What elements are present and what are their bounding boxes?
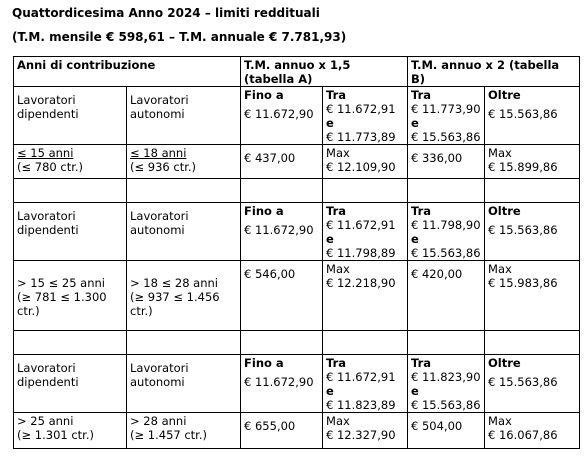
range-years: ≤ 18 anni [130, 146, 187, 160]
tra-label: Tra [411, 356, 432, 370]
max-label: Max [326, 414, 350, 428]
range-contributions: (≥ 937 ≤ 1.456 ctr.) [130, 290, 220, 318]
spacer-row [14, 331, 580, 355]
table-row [14, 203, 580, 261]
max-label: Max [326, 262, 350, 276]
selfemployed-years-range [127, 413, 241, 449]
tra-b-to: € 15.563,86 [411, 398, 481, 412]
max-label: Max [488, 262, 512, 276]
table-row [14, 87, 580, 145]
max-b-value: € 16.067,86 [488, 428, 558, 442]
max-b-cell [485, 413, 580, 449]
max-label: Max [326, 146, 350, 160]
fino-value: € 11.672,90 [244, 223, 314, 237]
oltre-label: Oltre [488, 88, 521, 102]
max-b-cell [485, 261, 580, 331]
spacer-row [14, 179, 580, 203]
document-title: Quattordicesima Anno 2024 – limiti reddituali [12, 6, 320, 20]
tra-label: Tra [411, 88, 432, 102]
e-label: e [411, 232, 419, 246]
e-label: e [411, 384, 419, 398]
tra-a-from: € 11.672,91 [326, 102, 396, 116]
label-self-employed: Lavoratori autonomi [127, 87, 241, 145]
max-a-value: € 12.327,90 [326, 428, 396, 442]
tra-label: Tra [326, 204, 347, 218]
tra-a-from: € 11.672,91 [326, 218, 396, 232]
max-a-cell [323, 145, 408, 179]
table-row [14, 261, 580, 331]
range-years: > 28 anni [130, 414, 187, 428]
amount-a: € 437,00 [241, 145, 323, 179]
range-contributions: (≤ 780 ctr.) [17, 160, 84, 174]
amount-a: € 546,00 [241, 261, 323, 331]
employee-years-range [14, 261, 127, 331]
document-subtitle: (T.M. mensile € 598,61 – T.M. annuale € 7.781,93) [12, 30, 347, 44]
fino-cell [241, 355, 323, 413]
max-label: Max [488, 146, 512, 160]
selfemployed-years-range [127, 261, 241, 331]
fino-value: € 11.672,90 [244, 375, 314, 389]
fino-cell [241, 87, 323, 145]
tra-b-cell [408, 203, 485, 261]
tra-a-cell [323, 355, 408, 413]
tra-b-from: € 11.798,90 [411, 218, 481, 232]
range-years: > 18 ≤ 28 anni [130, 276, 218, 290]
max-label: Max [488, 414, 512, 428]
fino-label: Fino a [244, 204, 284, 218]
label-employees: Lavoratori dipendenti [14, 355, 127, 413]
label-employees: Lavoratori dipendenti [14, 87, 127, 145]
range-spacer [130, 262, 237, 276]
max-a-value: € 12.109,90 [326, 160, 396, 174]
label-self-employed: Lavoratori autonomi [127, 355, 241, 413]
table-row [14, 145, 580, 179]
income-limits-table [13, 56, 580, 449]
tra-b-from: € 11.823,90 [411, 370, 481, 384]
max-a-cell [323, 413, 408, 449]
range-years: > 25 anni [17, 414, 74, 428]
oltre-cell [485, 355, 580, 413]
label-employees: Lavoratori dipendenti [14, 203, 127, 261]
max-b-value: € 15.983,86 [488, 276, 558, 290]
e-label: e [326, 232, 334, 246]
range-contributions: (≤ 936 ctr.) [130, 160, 197, 174]
e-label: e [411, 116, 419, 130]
tra-a-cell [323, 87, 408, 145]
e-label: e [326, 116, 334, 130]
selfemployed-years-range [127, 145, 241, 179]
oltre-label: Oltre [488, 204, 521, 218]
table-row [14, 413, 580, 449]
amount-b: € 420,00 [408, 261, 485, 331]
e-label: e [326, 384, 334, 398]
tra-a-from: € 11.672,91 [326, 370, 396, 384]
header-table-a: T.M. annuo x 1,5 (tabella A) [241, 57, 408, 87]
header-contribution-years: Anni di contribuzione [14, 57, 241, 87]
header-table-b: T.M. annuo x 2 (tabella B) [408, 57, 580, 87]
tra-label: Tra [326, 356, 347, 370]
oltre-label: Oltre [488, 356, 521, 370]
amount-b: € 504,00 [408, 413, 485, 449]
max-b-value: € 15.899,86 [488, 160, 558, 174]
fino-label: Fino a [244, 88, 284, 102]
tra-b-to: € 15.563,86 [411, 246, 481, 260]
tra-label: Tra [326, 88, 347, 102]
tra-b-from: € 11.773,90 [411, 102, 481, 116]
oltre-value: € 15.563,86 [488, 107, 558, 121]
tra-b-cell [408, 87, 485, 145]
oltre-cell [485, 203, 580, 261]
range-years: ≤ 15 anni [17, 146, 74, 160]
max-a-value: € 12.218,90 [326, 276, 396, 290]
fino-value: € 11.672,90 [244, 107, 314, 121]
employee-years-range [14, 413, 127, 449]
range-contributions: (≥ 781 ≤ 1.300 ctr.) [17, 290, 107, 318]
table-row [14, 355, 580, 413]
oltre-value: € 15.563,86 [488, 375, 558, 389]
tra-a-to: € 11.823,89 [326, 398, 396, 412]
tra-b-to: € 15.563,86 [411, 130, 481, 144]
amount-b: € 336,00 [408, 145, 485, 179]
fino-cell [241, 203, 323, 261]
range-spacer [17, 262, 123, 276]
oltre-value: € 15.563,86 [488, 223, 558, 237]
oltre-cell [485, 87, 580, 145]
max-b-cell [485, 145, 580, 179]
range-contributions: (≥ 1.457 ctr.) [130, 428, 208, 442]
range-contributions: (≥ 1.301 ctr.) [17, 428, 95, 442]
fino-label: Fino a [244, 356, 284, 370]
employee-years-range [14, 145, 127, 179]
label-self-employed: Lavoratori autonomi [127, 203, 241, 261]
tra-label: Tra [411, 204, 432, 218]
max-a-cell [323, 261, 408, 331]
amount-a: € 655,00 [241, 413, 323, 449]
table-header-row [14, 57, 580, 87]
range-years: > 15 ≤ 25 anni [17, 276, 105, 290]
tra-a-cell [323, 203, 408, 261]
tra-b-cell [408, 355, 485, 413]
tra-a-to: € 11.773,89 [326, 130, 396, 144]
tra-a-to: € 11.798,89 [326, 246, 396, 260]
